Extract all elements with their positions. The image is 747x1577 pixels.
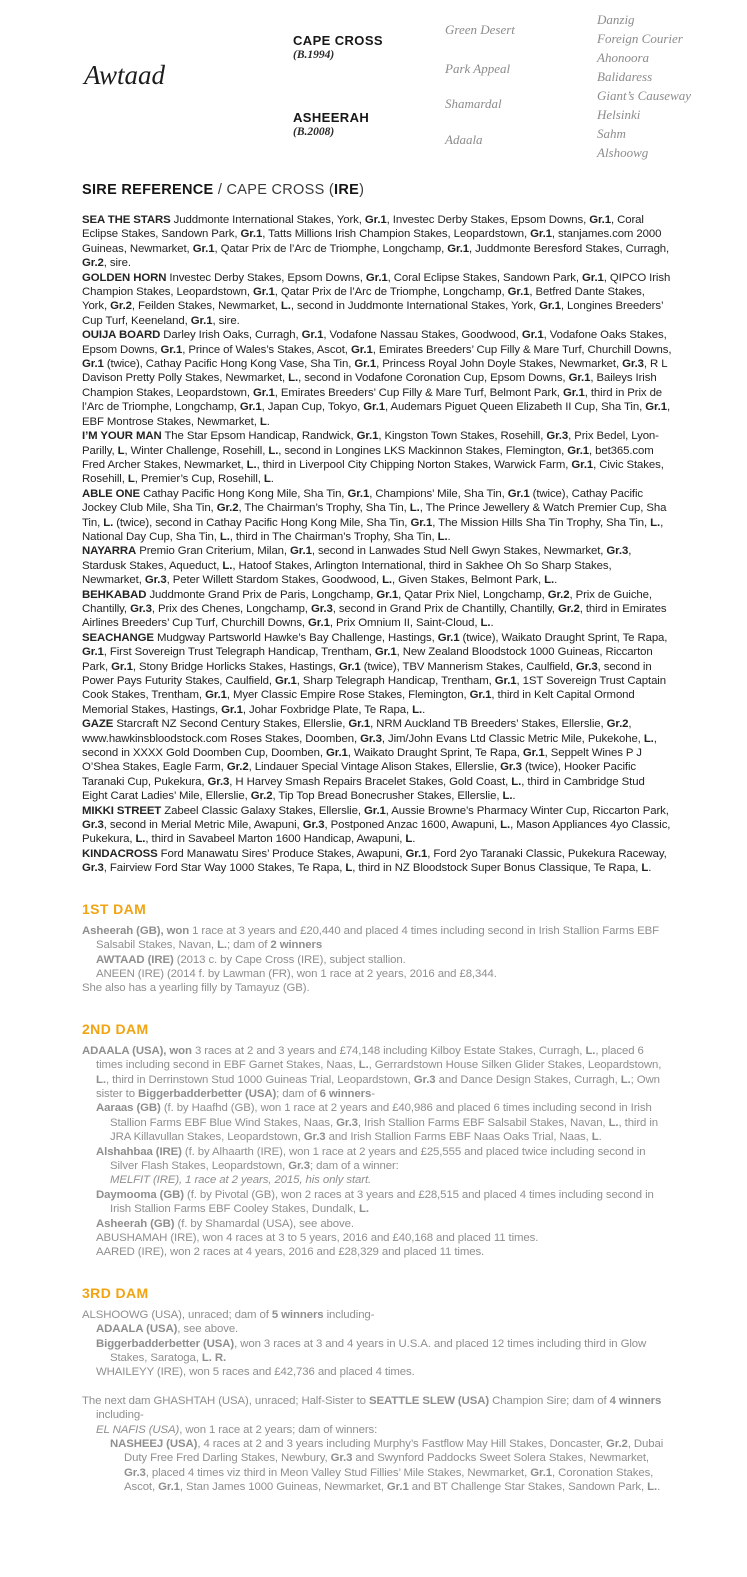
ancestor-name: Balidaress [597,69,653,84]
sire-reference-paragraph: OUIJA BOARD Darley Irish Oaks, Curragh, Gr.1, Vodafone Nassau Stakes, Goodwood, Gr.1, Vodafone Oaks Stakes, Epsom Downs, Gr.1, Prince of Wales’s Stakes, Ascot, Gr.1, Emirates Breeders’ Cup Filly & Mare Turf, Churchill Downs, Gr.1 (twice), Cathay Pacific Hong Kong Vase, Sha Tin, Gr.1, Princess Royal John Doyle Stakes, Newmarket, Gr.3, R L Davison Pretty Polly Stakes, Newmarket, L., second in Vodafone Coronation Cup, Epsom Downs, Gr.1, Baileys Irish Champion Stakes, Leopardstown, Gr.1, Emirates Breeders’ Cup Filly & Mare Turf, Belmont Park, Gr.1, third in Prix de l’Arc de Triomphe, Longchamp, Gr.1, Japan Cup, Tokyo, Gr.1, Audemars Piguet Queen Elizabeth II Cup, Sha Tin, Gr.1, EBF Montrose Stakes, Newmarket, L. [82,329,672,428]
pedigree-entry: ADAALA (USA), see above. [96,1323,239,1336]
dam-section-3rd-dam [82,1285,672,1380]
ancestor-name: Shamardal [445,96,502,111]
dam-sections [82,901,672,1495]
catalog-text-column [82,182,672,1495]
sire-reference-paragraph: KINDACROSS Ford Manawatu Sires’ Produce Stakes, Awapuni, Gr.1, Ford 2yo Taranaki Classic, Pukekura Raceway, Gr.3, Fairview Ford Star Way 1000 Stakes, Te Rapa, L, third in NZ Bloodstock Super Bonus Classique, Te Rapa, L. [82,847,667,875]
sire-reference-paragraph: ABLE ONE Cathay Pacific Hong Kong Mile, Sha Tin, Gr.1, Champions’ Mile, Sha Tin, Gr.1 (twice), Cathay Pacific Jockey Club Mile, Sha Tin, Gr.2, The Chairman’s Trophy, Sha Tin, L., The Prince Jewellery & Watch Premier Cup, Sha Tin, L. (twice), second in Cathay Pacific Hong Kong Mile, Sha Tin, Gr.1, The Mission Hills Sha Tin Trophy, Sha Tin, L., National Day Cup, Sha Tin, L., third in The Chairman’s Trophy, Sha Tin, L.. [82,487,667,543]
ancestor-name: Park Appeal [445,61,511,76]
dam-section-1st-dam [82,901,672,996]
ancestor-name: Danzig [597,12,635,27]
pedigree-entry: Asheerah (GB), won 1 race at 3 years and £20,440 and placed 4 times including second in Irish Stallion Farms EBF Salsabil Stakes, Navan, L.; dam of 2 winners [82,924,659,952]
sire-reference-paragraph: I’M YOUR MAN The Star Epsom Handicap, Randwick, Gr.1, Kingston Town Stakes, Rosehill, Gr.3, Prix Bedel, Lyon-Parilly, L, Winter Challenge, Rosehill, L., second in Longines LKS Mackinnon Stakes, Flemington, Gr.1, bet365.com Fred Archer Stakes, Newmarket, L., third in Liverpool City Chipping Norton Stakes, Warwick Farm, Gr.1, Civic Stakes, Rosehill, L, Premier’s Cup, Rosehill, L. [82,430,664,486]
pedigree-entry: ABUSHAMAH (IRE), won 4 races at 3 to 5 years, 2016 and £40,168 and placed 11 times. [96,1232,539,1244]
sire-reference-heading: SIRE REFERENCE / CAPE CROSS (IRE) [82,182,365,198]
horse-birth-year: (B.2008) [293,126,335,138]
ancestor-name: Green Desert [445,22,515,37]
ancestor-name: Alshoowg [597,145,649,160]
pedigree-entry: ADAALA (USA), won 3 races at 2 and 3 years and £74,148 including Kilboy Estate Stakes, Curragh, L., placed 6 times including second in EBF Garnet Stakes, Naas, L., Gerrardstown House Silken Glider Stakes, Leopardstown, L., third in Derrinstown Stud 1000 Guineas Trial, Leopardstown, Gr.3 and Dance Design Stakes, Curragh, L.; Own sister to Biggerbadderbetter (USA); dam of 6 winners- [82,1044,662,1100]
pedigree-entry: MELFIT (IRE), 1 race at 2 years, 2015, his only start. [110,1174,372,1187]
pedigree-entry: EL NAFIS (USA), won 1 race at 2 years; dam of winners: [96,1423,378,1436]
ancestor-name: Ahonoora [597,50,649,65]
sire-reference-paragraph: BEHKABAD Juddmonte Grand Prix de Paris, Longchamp, Gr.1, Qatar Prix Niel, Longchamp, Gr.2, Prix de Guiche, Chantilly, Gr.3, Prix des Chenes, Longchamp, Gr.3, second in Grand Prix de Chantilly, Chantilly, Gr.2, third in Emirates Airlines Breeders’ Cup Turf, Churchill Downs, Gr.1, Prix Omnium II, Saint-Cloud, L.. [82,588,667,630]
pedigree-entry: Alshahbaa (IRE) (f. by Alhaarth (IRE), won 1 race at 2 years and £25,555 and placed twice including second in Silver Flash Stakes, Leopardstown, Gr.3; dam of a winner: [96,1145,646,1172]
pedigree-entry: ALSHOOWG (USA), unraced; dam of 5 winners including- [82,1308,375,1321]
pedigree-entry: Asheerah (GB) (f. by Shamardal (USA), see above. [96,1217,354,1230]
sire-reference-paragraph: GAZE Starcraft NZ Second Century Stakes, Ellerslie, Gr.1, NRM Auckland TB Breeders’ Stakes, Ellerslie, Gr.2, www.hawkinsbloodstock.com Roses Stakes, Doomben, Gr.3, Jim/John Evans Ltd Classic Metric Mile, Pukekohe, L., second in XXXX Gold Doomben Cup, Doomben, Gr.1, Waikato Draught Sprint, Te Rapa, Gr.1, Seppelt Wines P J O’Shea Stakes, Eagle Farm, Gr.2, Lindauer Special Vintage Alison Stakes, Ellerslie, Gr.3 (twice), Hooker Pacific Taranaki Cup, Pukekura, Gr.3, H Harvey Smash Repairs Bracelet Stakes, Gold Coast, L., third in Cambridge Stud Eight Carat Ladies’ Mile, Ellerslie, Gr.2, Tip Top Bread Bonecrusher Stakes, Ellerslie, L.. [82,718,657,803]
sire-reference-paragraphs [82,213,672,876]
pedigree-entry: ANEEN (IRE) (2014 f. by Lawman (FR), won 1 race at 2 years, 2016 and £8,344. [96,967,497,980]
pedigree-entry: Aaraas (GB) (f. by Haafhd (GB), won 1 race at 2 years and £40,986 and placed 6 times including second in Irish Stallion Farms EBF Blue Wind Stakes, Naas, Gr.3, Irish Stallion Farms EBF Salsabil Stakes, Navan, L., third in JRA Killavullan Stakes, Leopardstown, Gr.3 and Irish Stallion Farms EBF Naas Oaks Trial, Naas, L. [96,1102,659,1144]
ancestor-name: Sahm [597,126,626,141]
ancestor-name: Foreign Courier [597,31,683,46]
pedigree-table [0,0,747,175]
dam-section-2nd-dam [82,1021,672,1260]
horse-name: CAPE CROSS [293,33,383,48]
pedigree-entry: WHAILEYY (IRE), won 5 races and £42,736 and placed 4 times. [96,1366,415,1379]
subject-horse-name: Awtaad [84,60,166,90]
ancestor-name: Giant’s Causeway [597,88,692,103]
sire-reference-paragraph: NAYARRA Premio Gran Criterium, Milan, Gr.1, second in Lanwades Stud Nell Gwyn Stakes, Newmarket, Gr.3, Stardusk Stakes, Aqueduct, L., Hatoof Stakes, Arlington International, third in Sakhee Oh So Sharp Stakes, Newmarket, Gr.3, Peter Willett Stardom Stakes, Goodwood, L., Given Stakes, Belmont Park, L.. [82,545,632,587]
sire-reference-paragraph: SEA THE STARS Juddmonte International Stakes, York, Gr.1, Investec Derby Stakes, Epsom Downs, Gr.1, Coral Eclipse Stakes, Sandown Park, Gr.1, Tatts Millions Irish Champion Stakes, Leopardstown, Gr.1, stanjames.com 2000 Guineas, Newmarket, Gr.1, Qatar Prix de l’Arc de Triomphe, Longchamp, Gr.1, Juddmonte Beresford Stakes, Curragh, Gr.2, sire. [82,214,670,270]
ancestor-name: Adaala [445,132,483,147]
pedigree-entry: Biggerbadderbetter (USA), won 3 races at 3 and 4 years in U.S.A. and placed 12 times including third in Glow Stakes, Saratoga, L. R. [96,1337,647,1365]
ancestor-name: Helsinki [597,107,641,122]
pedigree-entry: Daymooma (GB) (f. by Pivotal (GB), won 2 races at 3 years and £28,515 and placed 4 times including second in Irish Stallion Farms EBF Cooley Stakes, Dundalk, L. [96,1188,654,1216]
pedigree-entry: AARED (IRE), won 2 races at 4 years, 2016 and £28,329 and placed 11 times. [96,1246,485,1259]
sire-reference-paragraph: SEACHANGE Mudgway Partsworld Hawke’s Bay Challenge, Hastings, Gr.1 (twice), Waikato Draught Sprint, Te Rapa, Gr.1, First Sovereign Trust Telegraph Handicap, Trentham, Gr.1, New Zealand Bloodstock 1000 Guineas, Riccarton Park, Gr.1, Stony Bridge Horlicks Stakes, Hastings, Gr.1 (twice), TBV Mannerism Stakes, Caulfield, Gr.3, second in Power Pays Futurity Stakes, Caulfield, Gr.1, Sharp Telegraph Handicap, Trentham, Gr.1, 1ST Sovereign Trust Captain Cook Stakes, Trentham, Gr.1, Myer Classic Empire Rose Stakes, Flemington, Gr.1, third in Kelt Capital Ormond Memorial Stakes, Hastings, Gr.1, Johar Foxbridge Plate, Te Rapa, L.. [82,631,668,716]
sire-reference-paragraph: GOLDEN HORN Investec Derby Stakes, Epsom Downs, Gr.1, Coral Eclipse Stakes, Sandown Park, Gr.1, QIPCO Irish Champion Stakes, Leopardstown, Gr.1, Qatar Prix de l’Arc de Triomphe, Longchamp, Gr.1, Betfred Dante Stakes, York, Gr.2, Feilden Stakes, Newmarket, L., second in Juddmonte International Stakes, York, Gr.1, Longines Breeders’ Cup Turf, Keeneland, Gr.1, sire. [82,271,671,327]
dam-section-next-dam [82,1394,672,1495]
horse-name: ASHEERAH [293,110,370,125]
dam-heading-2nd-dam: 2ND DAM [82,1020,149,1037]
pedigree-entry: The next dam GHASHTAH (USA), unraced; Half-Sister to SEATTLE SLEW (USA) Champion Sire; dam of 4 winners including- [82,1394,662,1422]
horse-birth-year: (B.1994) [293,49,335,61]
pedigree-entry: AWTAAD (IRE) (2013 c. by Cape Cross (IRE), subject stallion. [96,953,406,966]
dam-heading-1st-dam: 1ST DAM [82,900,147,917]
sire-reference-paragraph: MIKKI STREET Zabeel Classic Galaxy Stakes, Ellerslie, Gr.1, Aussie Browne’s Pharmacy Winter Cup, Riccarton Park, Gr.3, second in Merial Metric Mile, Awapuni, Gr.3, Postponed Anzac 1600, Awapuni, L., Mason Appliances 4yo Classic, Pukekura, L., third in Savabeel Marton 1600 Handicap, Awapuni, L. [82,804,671,846]
dam-heading-3rd-dam: 3RD DAM [82,1284,149,1301]
pedigree-generation-4 [0,0,747,175]
pedigree-entry: She also has a yearling filly by Tamayuz (GB). [82,982,310,995]
pedigree-entry: NASHEEJ (USA), 4 races at 2 and 3 years including Murphy’s Fastflow May Hill Stakes, Doncaster, Gr.2, Dubai Duty Free Fred Darling Stakes, Newbury, Gr.3 and Swynford Paddocks Sweet Solera Stakes, Newmarket, Gr.3, placed 4 times viz third in Meon Valley Stud Fillies’ Mile Stakes, Newmarket, Gr.1, Coronation Stakes, Ascot, Gr.1, Stan James 1000 Guineas, Newmarket, Gr.1 and BT Challenge Star Stakes, Sandown Park, L.. [110,1438,664,1494]
